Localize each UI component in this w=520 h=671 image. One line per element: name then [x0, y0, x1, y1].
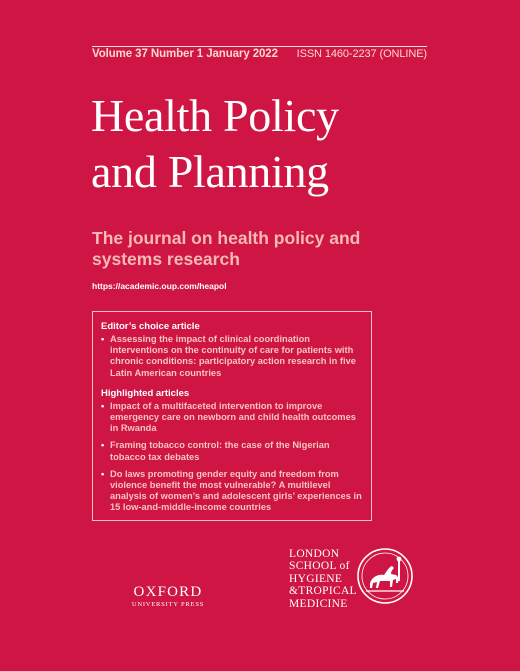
journal-title-line1: Health Policy [91, 90, 339, 141]
bullet: • [101, 334, 105, 344]
list-item [101, 401, 363, 435]
article-title: Framing tobacco control: the case of the Nigerian tobacco tax debates [110, 440, 330, 462]
issn-info: ISSN 1460-2237 (ONLINE) [296, 48, 427, 60]
editors-choice-list [101, 334, 363, 379]
publisher-name: OXFORD [133, 584, 203, 600]
partner-line1: LONDON [289, 548, 340, 560]
editors-choice-heading: Editor’s choice article [101, 321, 200, 332]
bullet: • [101, 400, 105, 411]
partner-line4: &TROPICAL [289, 585, 357, 598]
highlighted-list [101, 401, 363, 514]
publisher-press: UNIVERSITY PRESS [131, 601, 205, 608]
contents-box [92, 311, 372, 521]
partner-line5: MEDICINE [289, 597, 348, 610]
journal-subtitle [92, 228, 432, 270]
journal-title [91, 88, 511, 200]
article-title: Do laws promoting gender equity and freedom from violence benefit the most vulnerable? A multilevel analysis of women’s and adolescent girls’ experiences in 15 low-and-middle-income countries [110, 468, 362, 513]
article-title: Assessing the impact of clinical coordination interventions on the continuity of care for patients with chronic conditions: participatory action research in five Latin American countries [110, 334, 356, 378]
oxford-logo [128, 584, 208, 608]
bullet: • [101, 440, 105, 451]
journal-title-line2: and Planning [91, 146, 329, 197]
partner-line3: HYGIENE [289, 572, 343, 585]
partner-line2: SCHOOL of [289, 560, 350, 573]
journal-subtitle-line2: systems research [92, 249, 240, 269]
lshtm-seal-icon [356, 547, 414, 605]
highlighted-heading: Highlighted articles [101, 387, 190, 399]
list-item [101, 334, 363, 379]
list-item [101, 469, 363, 514]
article-title: Impact of a multifaceted intervention to improve emergency care on newborn and child health outcomes in Rwanda [110, 400, 356, 434]
journal-subtitle-line1: The journal on health policy and [92, 228, 361, 248]
list-item [101, 440, 363, 462]
journal-url[interactable]: https://academic.oup.com/heapol [92, 281, 227, 291]
bullet: • [101, 468, 105, 479]
issue-info: Volume 37 Number 1 January 2022 [92, 48, 278, 60]
